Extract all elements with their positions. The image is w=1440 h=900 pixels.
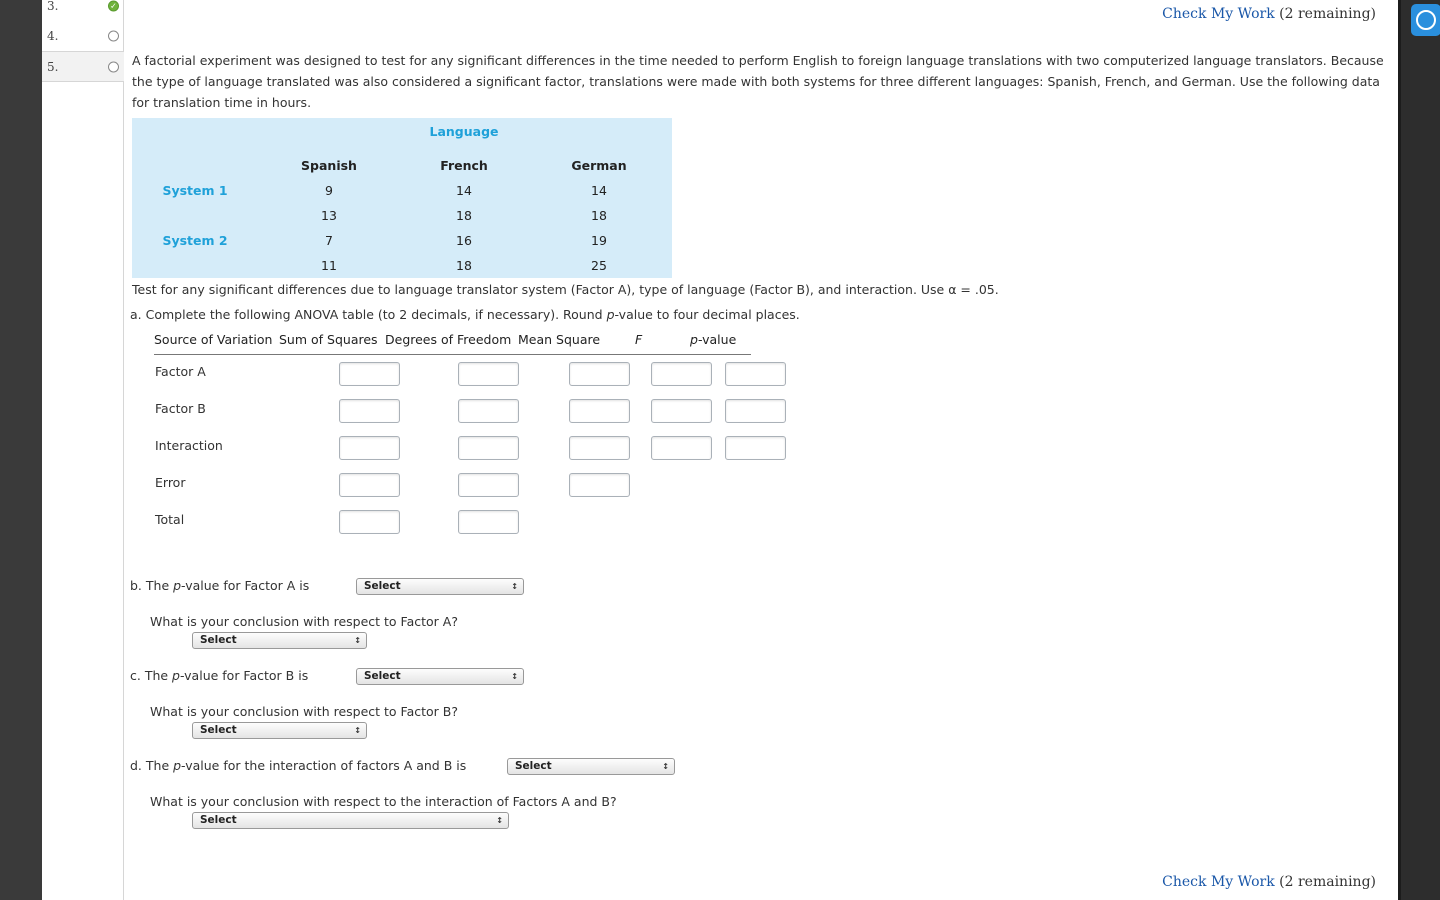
question-nav-item-4[interactable] bbox=[42, 20, 124, 51]
anova-header-df: Degrees of Freedom bbox=[385, 332, 512, 347]
total-ss-input[interactable] bbox=[339, 510, 400, 534]
p-symbol: p bbox=[173, 578, 182, 593]
table-cell: 14 bbox=[591, 183, 607, 198]
table-cell: 19 bbox=[591, 233, 607, 248]
anova-header-source: Source of Variation bbox=[154, 332, 273, 347]
interaction-conclusion-select[interactable] bbox=[192, 812, 509, 829]
table-cell: 18 bbox=[456, 258, 472, 273]
table-cell: 14 bbox=[456, 183, 472, 198]
column-header-german: German bbox=[571, 158, 627, 173]
part-b-prefix: b. The bbox=[130, 578, 174, 593]
factor-b-pvalue-input[interactable] bbox=[725, 399, 786, 423]
left-browser-bar bbox=[0, 0, 42, 900]
part-a-prefix: a. Complete the following ANOVA table (to 2 decimals, if necessary). Round bbox=[130, 307, 607, 322]
table-cell: 25 bbox=[591, 258, 607, 273]
updown-arrow-icon: ↕ bbox=[354, 726, 361, 735]
interaction-pvalue-input[interactable] bbox=[725, 436, 786, 460]
select-label: Select bbox=[364, 670, 401, 682]
part-a-instructions bbox=[130, 307, 800, 322]
factor-a-pvalue-input[interactable] bbox=[725, 362, 786, 386]
select-label: Select bbox=[364, 580, 401, 592]
part-d-question bbox=[130, 758, 466, 773]
row-label-system-2: System 2 bbox=[162, 233, 228, 248]
question-number: 4. bbox=[47, 28, 59, 43]
check-my-work-bottom bbox=[1162, 874, 1376, 890]
question-number: 5. bbox=[47, 59, 59, 74]
question-nav bbox=[42, 0, 124, 900]
anova-row-label-factor-a: Factor A bbox=[155, 364, 206, 379]
check-my-work-link[interactable]: Check My Work bbox=[1162, 6, 1275, 22]
factor-b-ms-input[interactable] bbox=[569, 399, 630, 423]
question-nav-item-3[interactable] bbox=[42, 0, 124, 21]
check-my-work-top bbox=[1162, 6, 1376, 22]
question-content bbox=[130, 0, 1398, 900]
updown-arrow-icon: ↕ bbox=[496, 816, 503, 825]
anova-row-label-error: Error bbox=[155, 475, 186, 490]
column-group-header: Language bbox=[429, 124, 499, 139]
select-label: Select bbox=[200, 814, 237, 826]
table-cell: 16 bbox=[456, 233, 472, 248]
question-nav-item-5[interactable] bbox=[42, 51, 124, 82]
interaction-f-input[interactable] bbox=[651, 436, 712, 460]
factor-b-df-input[interactable] bbox=[458, 399, 519, 423]
part-b-conclusion-question: What is your conclusion with respect to Factor A? bbox=[150, 614, 458, 629]
error-ss-input[interactable] bbox=[339, 473, 400, 497]
interaction-ss-input[interactable] bbox=[339, 436, 400, 460]
part-a-suffix: -value to four decimal places. bbox=[614, 307, 800, 322]
select-label: Select bbox=[200, 634, 237, 646]
assignment-frame bbox=[42, 0, 1398, 900]
interaction-df-input[interactable] bbox=[458, 436, 519, 460]
factor-b-pvalue-select[interactable] bbox=[356, 668, 524, 685]
interaction-pvalue-select[interactable] bbox=[507, 758, 675, 775]
p-symbol: p bbox=[606, 307, 615, 322]
updown-arrow-icon: ↕ bbox=[511, 582, 518, 591]
factor-a-pvalue-select[interactable] bbox=[356, 578, 524, 595]
part-c-prefix: c. The bbox=[130, 668, 173, 683]
column-header-spanish: Spanish bbox=[301, 158, 357, 173]
table-cell: 7 bbox=[325, 233, 333, 248]
error-df-input[interactable] bbox=[458, 473, 519, 497]
part-c-conclusion-question: What is your conclusion with respect to Factor B? bbox=[150, 704, 458, 719]
anova-row-label-factor-b: Factor B bbox=[155, 401, 206, 416]
table-cell: 18 bbox=[456, 208, 472, 223]
incomplete-circle-icon bbox=[108, 61, 119, 72]
factor-b-conclusion-select[interactable] bbox=[192, 722, 367, 739]
pvalue-suffix: -value bbox=[697, 332, 737, 347]
factor-a-df-input[interactable] bbox=[458, 362, 519, 386]
p-symbol: p bbox=[172, 668, 180, 683]
help-button[interactable] bbox=[1411, 4, 1440, 36]
factor-a-ms-input[interactable] bbox=[569, 362, 630, 386]
select-label: Select bbox=[515, 760, 552, 772]
anova-header-pvalue bbox=[690, 332, 737, 347]
part-d-prefix: d. The bbox=[130, 758, 174, 773]
factor-b-f-input[interactable] bbox=[651, 399, 712, 423]
column-header-french: French bbox=[440, 158, 488, 173]
error-ms-input[interactable] bbox=[569, 473, 630, 497]
check-my-work-link[interactable]: Check My Work bbox=[1162, 874, 1275, 890]
table-cell: 9 bbox=[325, 183, 333, 198]
part-d-suffix: -value for the interaction of factors A and B is bbox=[181, 758, 467, 773]
interaction-ms-input[interactable] bbox=[569, 436, 630, 460]
question-number: 3. bbox=[47, 0, 59, 13]
anova-header-ms: Mean Square bbox=[518, 332, 601, 347]
factor-instructions: Test for any significant differences due to language translator system (Factor A), type of language (Factor B), and interaction. Use α = .05. bbox=[132, 282, 999, 297]
anova-row-label-total: Total bbox=[155, 512, 185, 527]
table-cell: 11 bbox=[321, 258, 337, 273]
headset-icon bbox=[1416, 10, 1436, 30]
remaining-count: (2 remaining) bbox=[1279, 6, 1376, 22]
p-symbol: p bbox=[173, 758, 182, 773]
anova-header-ss: Sum of Squares bbox=[279, 332, 378, 347]
updown-arrow-icon: ↕ bbox=[354, 636, 361, 645]
part-c-suffix: -value for Factor B is bbox=[179, 668, 309, 683]
remaining-count: (2 remaining) bbox=[1279, 874, 1376, 890]
table-cell: 18 bbox=[591, 208, 607, 223]
p-symbol: p bbox=[690, 332, 698, 347]
factor-a-conclusion-select[interactable] bbox=[192, 632, 367, 649]
updown-arrow-icon: ↕ bbox=[662, 762, 669, 771]
total-df-input[interactable] bbox=[458, 510, 519, 534]
part-c-question bbox=[130, 668, 308, 683]
factor-a-ss-input[interactable] bbox=[339, 362, 400, 386]
right-side-panel bbox=[1398, 0, 1440, 900]
factor-b-ss-input[interactable] bbox=[339, 399, 400, 423]
updown-arrow-icon: ↕ bbox=[511, 672, 518, 681]
row-label-system-1: System 1 bbox=[162, 183, 228, 198]
table-cell: 13 bbox=[321, 208, 337, 223]
part-d-conclusion-question: What is your conclusion with respect to the interaction of Factors A and B? bbox=[150, 794, 617, 809]
select-label: Select bbox=[200, 724, 237, 736]
question-prompt: A factorial experiment was designed to test for any significant differences in the time needed to perform English to foreign language translations with two computerized language translators. Because the type of language translated was also considered a significant factor, translations were made with both systems for three different languages: Spanish, French, and German. Use the following data for translation time in hours. bbox=[132, 53, 1384, 110]
data-table bbox=[132, 118, 672, 278]
part-b-suffix: -value for Factor A is bbox=[181, 578, 310, 593]
complete-check-icon: ✓ bbox=[108, 0, 119, 11]
anova-header-f: F bbox=[635, 332, 643, 347]
part-b-question bbox=[130, 578, 309, 593]
factor-a-f-input[interactable] bbox=[651, 362, 712, 386]
anova-table-header bbox=[154, 332, 751, 355]
anova-row-label-interaction: Interaction bbox=[155, 438, 223, 453]
incomplete-circle-icon bbox=[108, 30, 119, 41]
